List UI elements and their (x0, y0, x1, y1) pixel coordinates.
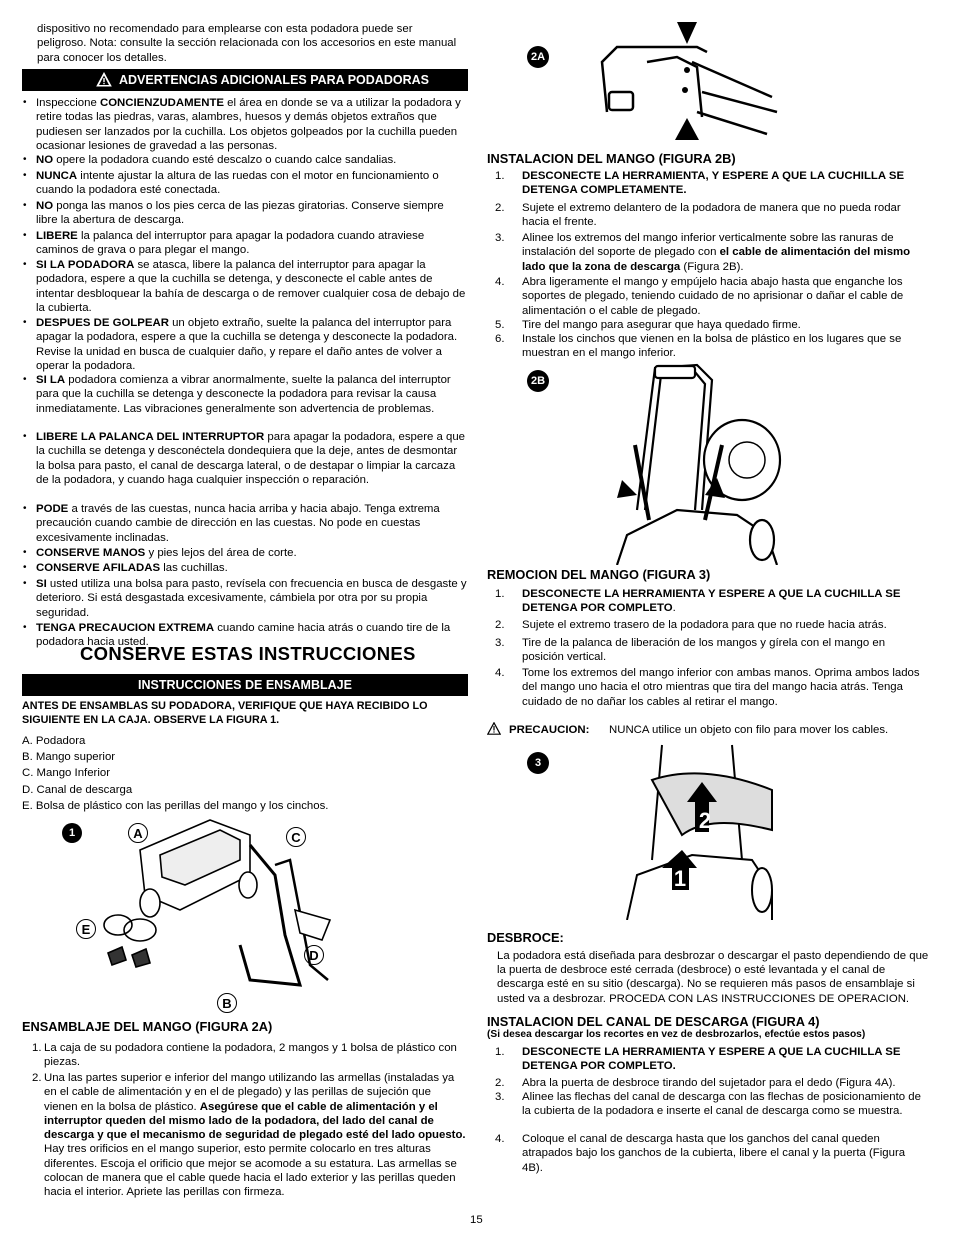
mulching-text: La podadora está diseñada para desbrozar o descargar el pasto dependiendo de que la puerta de desbroce esté cerrada (desbroce) o esté levantada y el canal de descarga esté en su sitio (descarga). No se requieren más pasos de ensamblaje si usted va a desbrozar. PROCEDA CON LAS INSTRUCCIONES DE OPERACION. (497, 950, 929, 1005)
warnings-header-bar (22, 69, 468, 91)
bullet-dot: • (23, 578, 27, 589)
step-number: 1. (495, 588, 505, 600)
step-number: 4. (495, 1133, 505, 1145)
handle-installation-illustration (587, 360, 787, 565)
mower-parts-illustration (100, 815, 340, 995)
step-text: Tire de la palanca de liberación de los mangos y gírela con el mango en posición vertical. (522, 637, 886, 664)
warning-text: LIBERE la palanca del interruptor para apagar la podadora cuando atraviese caminos de grava o para plegar el mango. (36, 230, 425, 257)
caution-text: NUNCA utilice un objeto con filo para mover los cables. (609, 724, 889, 736)
step-text: La caja de su podadora contiene la podadora, 2 mangos y 1 bolsa de plástico con piezas. (44, 1042, 457, 1069)
step-number: 3. (495, 232, 505, 244)
step-text: Tome los extremos del mango inferior con ambas manos. Oprima ambos lados del mango uno hacia el otro mientras que tira del mango hacia atrás. Tenga cuidado de no dañar los cables al retirar el mango. (522, 667, 920, 708)
warning-text: CONSERVE MANOS y pies lejos del área de corte. (36, 547, 297, 559)
step-item (495, 666, 927, 709)
step-text: Alinee los extremos del mango inferior verticalmente sobre las ranuras de instalación del soporte de plegado con el cable de alimentación del mismo lado que la zona de descarga (Figura 2B). (522, 232, 911, 273)
step-item (495, 636, 927, 665)
warning-text: SI usted utiliza una bolsa para pasto, revísela con frecuencia en busca de desgaste y deterioro. Si está desgastada excesivamente, cámbiela por otra por su propia seguridad. (36, 578, 467, 619)
part-a: A. Podadora (22, 735, 86, 747)
bullet-dot: • (23, 431, 27, 442)
step-item (495, 169, 927, 198)
warning-text: NO ponga las manos o los pies cerca de las piezas giratorias. Conserve siempre libre la abertura de descarga. (36, 200, 444, 227)
step-item (495, 201, 927, 230)
warning-text: NO opere la podadora cuando esté descalzo o cuando calce sandalias. (36, 154, 397, 166)
step-text: Sujete el extremo delantero de la podadora de manera que no pueda rodar hacia el frente. (522, 202, 901, 229)
warning-item (22, 561, 468, 575)
label-e: E (76, 919, 96, 939)
arrow-2-label: 2 (698, 808, 712, 833)
arrow-1-label: 1 (673, 866, 687, 891)
bullet-dot: • (23, 562, 27, 573)
warning-item (22, 153, 468, 167)
step-text: DESCONECTE LA HERRAMIENTA, Y ESPERE A QUE LA CUCHILLA SE DETENGA COMPLETAMENTE. (522, 170, 905, 197)
part-c: C. Mango Inferior (22, 767, 110, 780)
chute-install-title: INSTALACION DEL CANAL DE DESCARGA (FIGURA 4) (487, 1014, 820, 1029)
step-number: 2. (495, 1077, 505, 1089)
parts-list (22, 733, 462, 814)
label-b: B (217, 993, 237, 1013)
handle-removal-title: REMOCION DEL MANGO (FIGURA 3) (487, 567, 711, 582)
bullet-dot: • (23, 97, 27, 108)
step-item (495, 618, 927, 632)
conserve-title: CONSERVE ESTAS INSTRUCCIONES (80, 643, 416, 664)
mulching-title: DESBROCE: (487, 930, 564, 945)
warning-text: NUNCA intente ajustar la altura de las ruedas con el motor en funcionamiento o cuando la podadora esté conectada. (36, 170, 439, 197)
warning-item (22, 373, 468, 416)
step-text: DESCONECTE LA HERRAMIENTA Y ESPERE A QUE LA CUCHILLA SE DETENGA POR COMPLETO. (522, 588, 901, 615)
label-a: A (128, 823, 148, 843)
step-text: Coloque el canal de descarga hasta que los ganchos del canal queden atrapados bajo los ganchos de la cubierta, libere el canal y la puerta (Figura 4B). (522, 1133, 906, 1174)
bullet-dot: • (23, 170, 27, 181)
bullet-dot: • (23, 317, 27, 328)
figure-1-badge: 1 (62, 823, 82, 843)
handle-install-title: INSTALACION DEL MANGO (FIGURA 2B) (487, 151, 736, 166)
step-number: 1. (495, 170, 505, 182)
assembly-intro: ANTES DE ENSAMBLAS SU PODADORA, VERIFIQUE QUE HAYA RECIBIDO LO SIGUIENTE EN LA CAJA. OBSERVE LA FIGURA 1. (22, 700, 428, 727)
bullet-dot: • (23, 374, 27, 385)
bullet-dot: • (23, 154, 27, 165)
caution-label: PRECAUCION: (509, 724, 590, 736)
warning-item (22, 229, 468, 258)
bullet-dot: • (23, 230, 27, 241)
step-number: 6. (495, 333, 505, 345)
warning-text: CONSERVE AFILADAS las cuchillas. (36, 562, 228, 574)
step-number: 1. (32, 1042, 42, 1054)
part-d: D. Canal de descarga (22, 783, 133, 796)
step-item (495, 332, 927, 361)
bullet-dot: • (23, 503, 27, 514)
warning-text: LIBERE LA PALANCA DEL INTERRUPTOR para apagar la podadora, espere a que la cuchilla se detenga y desconéctela dondequiera que la deje, antes de desmontar la bolsa para pasto, el canal de descarga lateral, o de destapar o limpiar la carcaza de la podadora, y cuando haga cualquier inspección o reparación. (36, 431, 466, 486)
figure-2b (527, 360, 787, 565)
warning-text: PODE a través de las cuestas, nunca hacia arriba y hacia abajo. Tenga extrema precaución cuando cambie de dirección en las cuestas. No pode en cuestas excesivamente inclinadas. (36, 503, 440, 544)
step-item (495, 1076, 927, 1090)
handle-removal-illustration (622, 740, 777, 920)
figure-2b-badge: 2B (527, 370, 549, 392)
intro-text: dispositivo no recomendado para emplearse con esta podadora puede ser peligroso. Nota: consulte la sección relacionada con los accesorios en este manual para conocer los detalles. (37, 23, 457, 64)
step-text: DESCONECTE LA HERRAMIENTA Y ESPERE A QUE LA CUCHILLA SE DETENGA POR COMPLETO. (522, 1046, 901, 1073)
step-item (495, 275, 927, 318)
warning-item (22, 546, 468, 560)
warning-item (22, 577, 468, 620)
step-number: 4. (495, 276, 505, 288)
part-b: B. Mango superior (22, 751, 116, 764)
step-item (495, 1132, 927, 1175)
warning-item (22, 199, 468, 228)
label-d: D (304, 945, 324, 965)
chute-install-subtitle: (Si desea descargar los recortes en vez de desbrozarlos, efectúe estos pasos) (487, 1029, 866, 1040)
warning-item (22, 430, 468, 487)
handle-assembly-step-2 (32, 1071, 466, 1200)
handle-assembly-step-1 (32, 1041, 466, 1070)
handle-assembly-illustration (587, 22, 787, 147)
bullet-dot: • (23, 259, 27, 270)
step-number: 3. (495, 637, 505, 649)
step-text: Abra la puerta de desbroce tirando del sujetador para el dedo (Figura 4A). (522, 1077, 896, 1089)
bullet-dot: • (23, 547, 27, 558)
step-text: Una las partes superior e inferior del mango utilizando las armellas (instaladas ya en el cable de alimentación y en el de plegado) y las perillas de sujeción que vienen en la bolsa de plástico. Asegúrese que el cable de alimentación y el interruptor queden del mismo lado de la podadora, del lado del canal de descarga y que el mecanismo de seguridad de plegado esté del lado opuesto. Hay tres orificios en el mango superior, esto permite colocarlo en tres alturas diferentes. Escoja el orificio que mejor se acomode a su estatura. Las armellas se colocan de manera que el cable quede hacia el lado exterior y las perillas queden hacia el interior. Apriete las perillas con firmeza. (44, 1072, 466, 1199)
warning-text: DESPUES DE GOLPEAR un objeto extraño, suelte la palanca del interruptor para apagar la podadora, espere a que la cuchilla se detenga y desconecte la podadora. Revise la unidad en busca de cualquier daño, y repare el daño antes de volver a operar la podadora. (36, 317, 458, 372)
page-number: 15 (470, 1214, 483, 1226)
step-number: 5. (495, 319, 505, 331)
warning-icon (96, 72, 112, 87)
warnings-header-text: ADVERTENCIAS ADICIONALES PARA PODADORAS (119, 73, 429, 87)
warning-text: Inspeccione CONCIENZUDAMENTE el área en donde se va a utilizar la podadora y retire todas las piedras, varas, alambres, huesos y demás objetos extraños que pudiesen ser lanzados por la cuchilla. Los objetos golpeados por la cuchilla pueden ocasionar lesiones de gravedad a las personas. (36, 97, 461, 152)
warning-item (22, 169, 468, 198)
part-e: E. Bolsa de plástico con las perillas del mango y los cinchos. (22, 799, 329, 812)
step-number: 2. (32, 1072, 42, 1084)
step-number: 2. (495, 619, 505, 631)
warning-item (22, 96, 468, 153)
step-number: 4. (495, 667, 505, 679)
warning-text: SI LA podadora comienza a vibrar anormalmente, suelte la palanca del interruptor para que la cuchilla se detenga y desconecte la podadora para revisar la causa inmediatamente. Las vibraciones generalmente son advertencia de problemas. (36, 374, 451, 415)
step-item (495, 1045, 927, 1074)
step-text: Abra ligeramente el mango y empújelo hacia abajo hasta que enganche los soportes de plegado, teniendo cuidado de no aprisionar o dañar el cable de alimentación o el cable de plegado. (522, 276, 904, 317)
step-item (495, 587, 927, 616)
step-text: Tire del mango para asegurar que haya quedado firme. (522, 319, 801, 331)
step-item (495, 231, 927, 274)
caution-icon (487, 722, 501, 735)
warning-item (22, 258, 468, 315)
figure-3-badge: 3 (527, 752, 549, 774)
bullet-dot: • (23, 622, 27, 633)
figure-2a-badge: 2A (527, 46, 549, 68)
warning-item (22, 502, 468, 545)
step-number: 3. (495, 1091, 505, 1103)
bullet-dot: • (23, 200, 27, 211)
assembly-header-text: INSTRUCCIONES DE ENSAMBLAJE (138, 678, 352, 692)
handle-assembly-title: ENSAMBLAJE DEL MANGO (FIGURA 2A) (22, 1019, 273, 1034)
step-number: 1. (495, 1046, 505, 1058)
assembly-header-bar (22, 674, 468, 696)
step-text: Sujete el extremo trasero de la podadora para que no ruede hacia atrás. (522, 619, 887, 631)
step-item (495, 318, 927, 332)
step-item (495, 1090, 927, 1119)
figure-1 (60, 815, 340, 1015)
warning-text: SI LA PODADORA se atasca, libere la palanca del interruptor para apagar la podadora, espere a que la cuchilla se detenga, y desconecte el cable antes de intentar desbloquear la bahía de descarga o de remover cualquier cosa de debajo de la cubierta. (36, 259, 466, 314)
figure-3 (527, 740, 777, 920)
warning-item (22, 316, 468, 373)
label-c: C (286, 827, 306, 847)
step-text: Alinee las flechas del canal de descarga con las flechas de posicionamiento de la cubierta de la podadora e inserte el canal de descarga como se muestra. (522, 1091, 921, 1118)
step-number: 2. (495, 202, 505, 214)
step-text: Instale los cinchos que vienen en la bolsa de plástico en los lugares que se muestran en el mango inferior. (522, 333, 902, 360)
warning-text: TENGA PRECAUCION EXTREMA cuando camine hacia atrás o cuando tire de la podadora hacia usted. (36, 622, 451, 649)
figure-2a (527, 22, 797, 147)
